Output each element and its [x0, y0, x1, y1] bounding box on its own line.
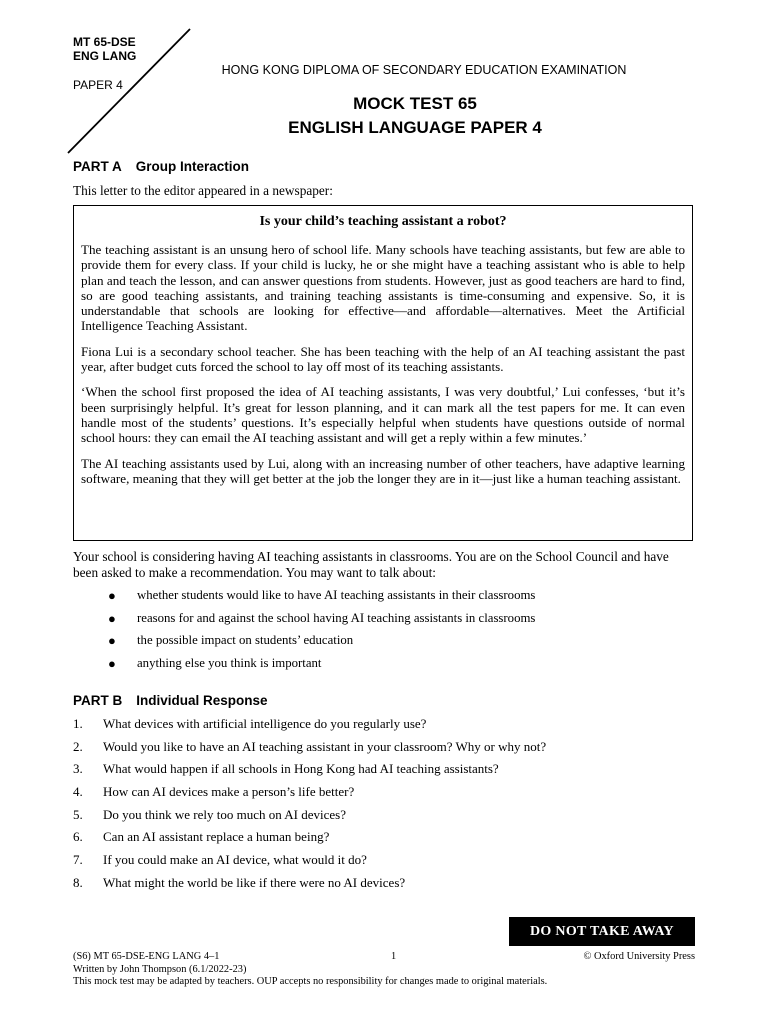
- part-a-intro: This letter to the editor appeared in a newspaper:: [73, 183, 333, 198]
- list-item-text: anything else you think is important: [137, 655, 322, 670]
- question-item: [73, 829, 546, 852]
- disclaimer: This mock test may be adapted by teachers. OUP accepts no responsibility for changes made to original materials.: [73, 976, 548, 987]
- question-number: 4.: [73, 784, 83, 800]
- discussion-points: [108, 588, 535, 678]
- question-text: How can AI devices make a person’s life better?: [103, 784, 355, 800]
- question-text: What might the world be like if there were no AI devices?: [103, 874, 406, 890]
- letter-paragraph: The teaching assistant is an unsung hero of school life. Many schools have teaching assistants, but few are able to provide them for every class. If your child is lucky, he or she might have a teaching assistant who is able to help plan and teach the lesson, and can answer questions from students. However, just as good teachers are hard to find, so are good teaching assistants, and training teaching assistants is time-consuming and expensive. So, it is understandable that schools are looking for effective—and affordable—alternatives. Meet the Artificial Intelligence Teaching Assistant.: [81, 242, 685, 334]
- question-text: What devices with artificial intelligence do you regularly use?: [103, 716, 427, 731]
- question-item: [73, 875, 546, 898]
- question-item: [73, 807, 546, 830]
- paper-number: PAPER 4: [73, 78, 123, 92]
- letter-paragraph: Fiona Lui is a secondary school teacher. She has been teaching with the help of an AI teaching assistant the past year, after budget cuts forced the school to lay off most of its teaching assistants.: [81, 343, 685, 375]
- list-item: [108, 633, 535, 656]
- paper-code-line1: MT 65-DSE: [73, 35, 136, 49]
- list-item: [108, 656, 535, 679]
- question-number: 1.: [73, 716, 83, 731]
- bullet-icon: ●: [108, 588, 116, 603]
- part-b-label: PART B: [73, 693, 123, 708]
- corner-diagonal-line: [60, 28, 195, 158]
- exam-name: HONG KONG DIPLOMA OF SECONDARY EDUCATION EXAMINATION: [221, 63, 627, 77]
- author-credit: Written by John Thompson (6.1/2022-23): [73, 963, 247, 975]
- do-not-take-away-banner: DO NOT TAKE AWAY: [509, 917, 695, 946]
- bullet-icon: ●: [108, 655, 116, 671]
- bullet-icon: ●: [108, 610, 116, 626]
- task-instructions: Your school is considering having AI teaching assistants in classrooms. You are on the School Council and have been asked to make a recommendation. You may want to talk about:: [73, 549, 669, 580]
- question-number: 8.: [73, 874, 83, 890]
- question-item: [73, 739, 546, 762]
- part-b-name: Individual Response: [136, 693, 268, 708]
- page-title: MOCK TEST 65: [353, 94, 477, 113]
- question-text: Do you think we rely too much on AI devices?: [103, 806, 346, 822]
- paper-code-line2: ENG LANG: [73, 49, 137, 63]
- list-item-text: reasons for and against the school having AI teaching assistants in classrooms: [137, 610, 536, 625]
- letter-paragraph: The AI teaching assistants used by Lui, along with an increasing number of other teachers, have adaptive learning software, meaning that they will get better at the job the longer they are in it—just like a human teaching assistant.: [81, 455, 685, 486]
- question-number: 6.: [73, 829, 83, 845]
- question-number: 3.: [73, 761, 83, 777]
- question-item: [73, 852, 546, 875]
- list-item: [108, 611, 535, 634]
- question-number: 2.: [73, 738, 83, 754]
- part-b-heading: [73, 693, 268, 708]
- question-number: 7.: [73, 852, 83, 868]
- footer-paper-code: (S6) MT 65-DSE-ENG LANG 4–1: [73, 951, 220, 962]
- question-item: [73, 716, 546, 739]
- letter-box: [73, 205, 693, 541]
- page-footer: [73, 951, 695, 989]
- question-text: What would happen if all schools in Hong Kong had AI teaching assistants?: [103, 761, 499, 777]
- question-text: If you could make an AI device, what would it do?: [103, 852, 367, 868]
- question-number: 5.: [73, 806, 83, 822]
- page-number: 1: [391, 951, 397, 962]
- part-a-heading: [73, 159, 249, 174]
- copyright-notice: © Oxford University Press: [583, 951, 695, 962]
- list-item-text: whether students would like to have AI teaching assistants in their classrooms: [137, 588, 536, 602]
- question-list: [73, 716, 546, 898]
- letter-title: Is your child’s teaching assistant a robot?: [259, 214, 507, 229]
- letter-paragraph: ‘When the school first proposed the idea of AI teaching assistants, I was very doubtful,’ Lui confesses, ‘but it’s been surprisingly helpful. It’s great for lesson planning, and it can mark all the test papers for me. It can even handle most of the students’ questions. It’s especially helpful when students have questions outside of normal school hours: they can email the AI teaching assistant and will get a reply within a few minutes.’: [81, 384, 685, 446]
- question-item: [73, 761, 546, 784]
- question-text: Can an AI assistant replace a human being?: [103, 829, 330, 845]
- part-a-name: Group Interaction: [135, 159, 250, 174]
- question-text: Would you like to have an AI teaching assistant in your classroom? Why or why not?: [103, 738, 547, 754]
- page-subtitle: ENGLISH LANGUAGE PAPER 4: [288, 118, 542, 137]
- part-a-label: PART A: [73, 159, 122, 174]
- bullet-icon: ●: [108, 633, 116, 648]
- list-item-text: the possible impact on students’ education: [137, 633, 354, 647]
- question-item: [73, 784, 546, 807]
- list-item: [108, 588, 535, 611]
